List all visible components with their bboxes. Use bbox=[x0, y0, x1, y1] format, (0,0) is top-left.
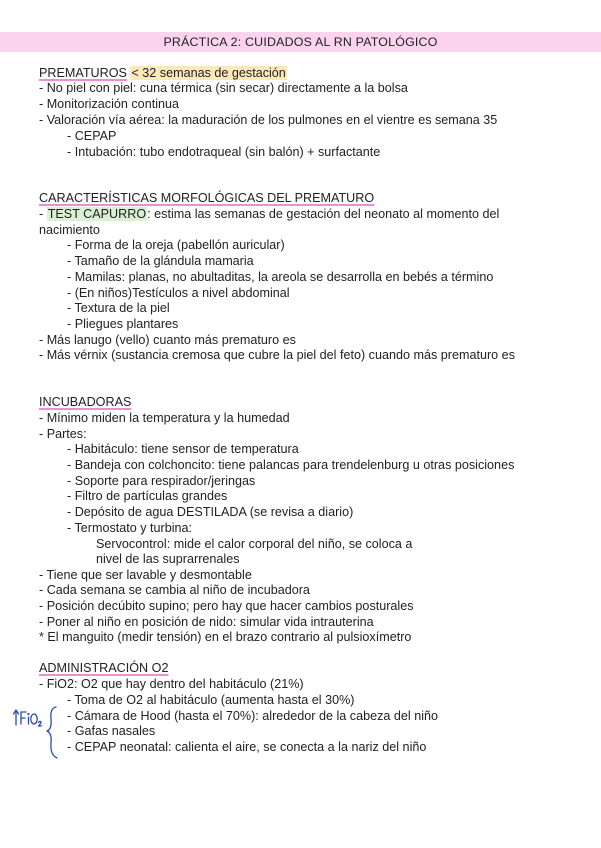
list-item: - Valoración vía aérea: la maduración de los pulmones en el vientre es semana 35 bbox=[39, 113, 498, 127]
test-capurro-row bbox=[39, 207, 499, 222]
test-capurro-label: TEST CAPURRO bbox=[47, 207, 147, 221]
list-item: - Pliegues plantares bbox=[67, 317, 179, 331]
gestation-note: < 32 semanas de gestación bbox=[131, 66, 286, 80]
list-item: - Toma de O2 al habitáculo (aumenta hasta el 30%) bbox=[67, 693, 355, 707]
list-item: - Intubación: tubo endotraqueal (sin balón) + surfactante bbox=[67, 145, 381, 159]
list-item: - No piel con piel: cuna térmica (sin secar) directamente a la bolsa bbox=[39, 81, 408, 95]
list-item: - Mamilas: planas, no abultaditas, la areola se desarrolla en bebés a término bbox=[67, 270, 494, 284]
list-item: - Bandeja con colchoncito: tiene palancas para trendelenburg u otras posiciones bbox=[67, 458, 515, 472]
heading-prematuros: PREMATUROS bbox=[39, 66, 127, 80]
handwritten-fio2-annotation bbox=[12, 705, 62, 761]
list-item: - Filtro de partículas grandes bbox=[67, 489, 228, 503]
heading-caracteristicas: CARACTERÍSTICAS MORFOLÓGICAS DEL PREMATURO bbox=[39, 191, 375, 205]
list-item: - Posición decúbito supino; pero hay que hacer cambios posturales bbox=[39, 599, 414, 613]
heading-incubadoras: INCUBADORAS bbox=[39, 395, 132, 409]
list-item: - Más lanugo (vello) cuanto más prematuro es bbox=[39, 333, 296, 347]
list-item: - Poner al niño en posición de nido: simular vida intrauterina bbox=[39, 615, 374, 629]
list-item: - Cámara de Hood (hasta el 70%): alrededor de la cabeza del niño bbox=[67, 709, 439, 723]
list-item: - Gafas nasales bbox=[67, 724, 156, 738]
test-capurro-cont: nacimiento bbox=[39, 223, 100, 237]
heading-administracion-o2: ADMINISTRACIÓN O2 bbox=[39, 661, 169, 675]
list-item: - Mínimo miden la temperatura y la humedad bbox=[39, 411, 290, 425]
list-item: nivel de las suprarrenales bbox=[96, 552, 240, 566]
list-item: - Forma de la oreja (pabellón auricular) bbox=[67, 238, 285, 252]
list-item: - Más vérnix (sustancia cremosa que cubre la piel del feto) cuando más prematuro es bbox=[39, 348, 515, 362]
list-item: - Soporte para respirador/jeringas bbox=[67, 474, 256, 488]
list-item: - Termostato y turbina: bbox=[67, 521, 193, 535]
list-item: - Monitorización continua bbox=[39, 97, 180, 111]
list-item: - Tamaño de la glándula mamaria bbox=[67, 254, 254, 268]
list-item: - Depósito de agua DESTILADA (se revisa a diario) bbox=[67, 505, 354, 519]
list-item: * El manguito (medir tensión) en el brazo contrario al pulsioxímetro bbox=[39, 630, 412, 644]
list-item: - Cada semana se cambia al niño de incubadora bbox=[39, 583, 310, 597]
list-item: - CEPAP neonatal: calienta el aire, se conecta a la nariz del niño bbox=[67, 740, 427, 754]
heading-prematuros-row bbox=[39, 66, 287, 81]
list-item: - FiO2: O2 que hay dentro del habitáculo (21%) bbox=[39, 677, 304, 691]
list-item: Servocontrol: mide el calor corporal del niño, se coloca a bbox=[96, 537, 413, 551]
list-item: - Textura de la piel bbox=[67, 301, 170, 315]
list-item: - (En niños)Testículos a nivel abdominal bbox=[67, 286, 290, 300]
list-item: - Habitáculo: tiene sensor de temperatura bbox=[67, 442, 299, 456]
page-title: PRÁCTICA 2: CUIDADOS AL RN PATOLÓGICO bbox=[0, 32, 601, 52]
test-capurro-desc: : estima las semanas de gestación del neonato al momento del bbox=[147, 207, 500, 221]
list-item: - Tiene que ser lavable y desmontable bbox=[39, 568, 252, 582]
bullet: - bbox=[39, 207, 47, 221]
list-item: - Partes: bbox=[39, 427, 87, 441]
list-item: - CEPAP bbox=[67, 129, 117, 143]
